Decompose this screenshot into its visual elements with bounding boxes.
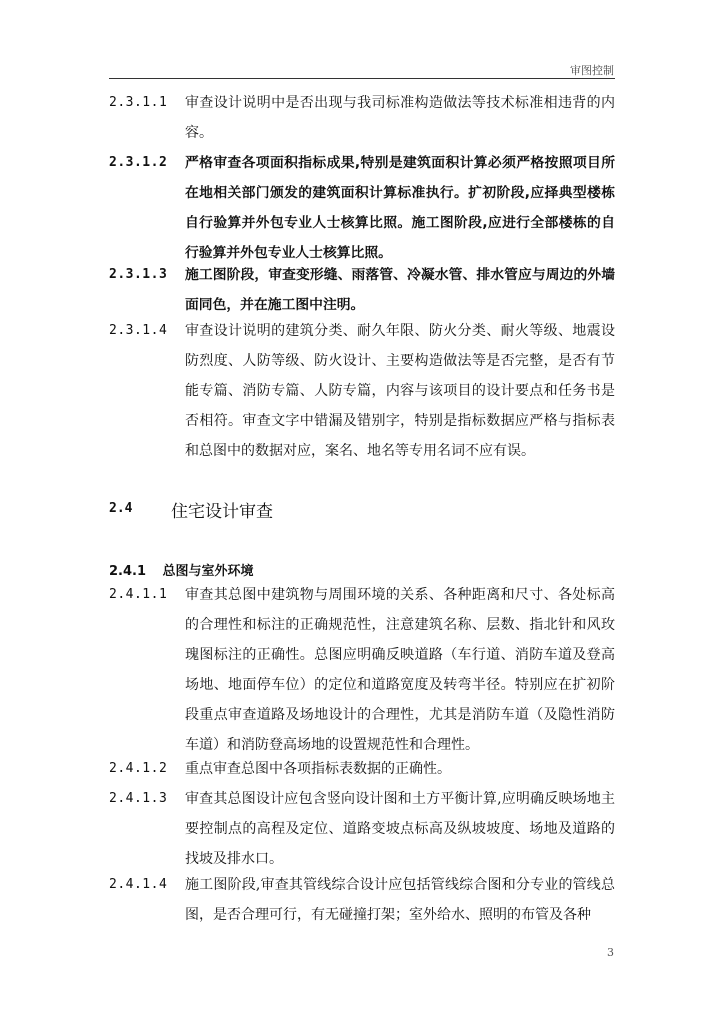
clause-2-3-1-1: [109, 88, 615, 148]
clause-text: 审查其总图中建筑物与周围环境的关系、各种距离和尺寸、各处标高的合理性和标注的正确规范性，注意建筑名称、层数、指北针和风玫瑰图标注的正确性。总图应明确反映道路（车行道、消防车道及登高场地、地面停车位）的定位和道路宽度及转弯半径。特别应在扩初阶段重点审查道路及场地设计的合理性，尤其是消防车道（及隐性消防车道）和消防登高场地的设置规范性和合理性。: [185, 587, 615, 753]
section-title: 住宅设计审查: [171, 502, 273, 522]
clause-2-4-1-2: [109, 754, 615, 784]
clause-text: 审查设计说明中是否出现与我司标准构造做法等技术标准相违背的内容。: [185, 95, 615, 141]
clause-text: 审查其总图设计应包含竖向设计图和土方平衡计算,应明确反映场地主要控制点的高程及定位、道路变坡点标高及纵坡坡度、场地及道路的找坡及排水口。: [185, 791, 615, 867]
clause-text: 重点审查总图中各项指标表数据的正确性。: [185, 761, 451, 777]
clause-text: 施工图阶段,审查其管线综合设计应包括管线综合图和分专业的管线总图，是否合理可行，有无碰撞打架；室外给水、照明的布管及各种: [185, 877, 615, 923]
clause-2-4-1-4: [109, 870, 615, 930]
subsection-title: 总图与室外环境: [162, 564, 254, 579]
clause-2-3-1-3: [109, 260, 615, 320]
section-number: 2.4: [109, 501, 133, 516]
clause-number: 2.4.1.2: [109, 761, 168, 776]
clause-text: 施工图阶段，审查变形缝、雨落管、冷凝水管、排水管应与周边的外墙面同色，并在施工图中注明。: [185, 267, 615, 313]
clause-number: 2.3.1.4: [109, 323, 168, 338]
subsection-number: 2.4.1: [109, 564, 147, 579]
clause-number: 2.3.1.3: [109, 267, 168, 282]
clause-number: 2.4.1.3: [109, 791, 168, 806]
clause-2-4-1-1: [109, 580, 615, 760]
clause-number: 2.3.1.2: [109, 155, 168, 170]
clause-text: 审查设计说明的建筑分类、耐久年限、防火分类、耐火等级、地震设防烈度、人防等级、防火设计、主要构造做法等是否完整，是否有节能专篇、消防专篇、人防专篇，内容与该项目的设计要点和任务书是否相符。审查文字中错漏及错别字，特别是指标数据应严格与指标表和总图中的数据对应，案名、地名等专用名词不应有误。: [185, 323, 615, 459]
clause-number: 2.4.1.4: [109, 877, 168, 892]
clause-2-3-1-2: [109, 148, 615, 268]
header-divider: [109, 78, 615, 79]
clause-2-4-1-3: [109, 784, 615, 874]
clause-number: 2.4.1.1: [109, 587, 168, 602]
clause-text: 严格审查各项面积指标成果,特别是建筑面积计算必须严格按照项目所在地相关部门颁发的建筑面积计算标准执行。扩初阶段,应择典型楼栋自行验算并外包专业人士核算比照。施工图阶段,应进行全部楼栋的自行验算并外包专业人士核算比照。: [185, 155, 615, 261]
header-title: 审图控制: [570, 64, 614, 77]
clause-number: 2.3.1.1: [109, 95, 168, 110]
subsection-heading: [109, 560, 615, 579]
page-number: 3: [607, 946, 614, 959]
clause-2-3-1-4: [109, 316, 615, 466]
